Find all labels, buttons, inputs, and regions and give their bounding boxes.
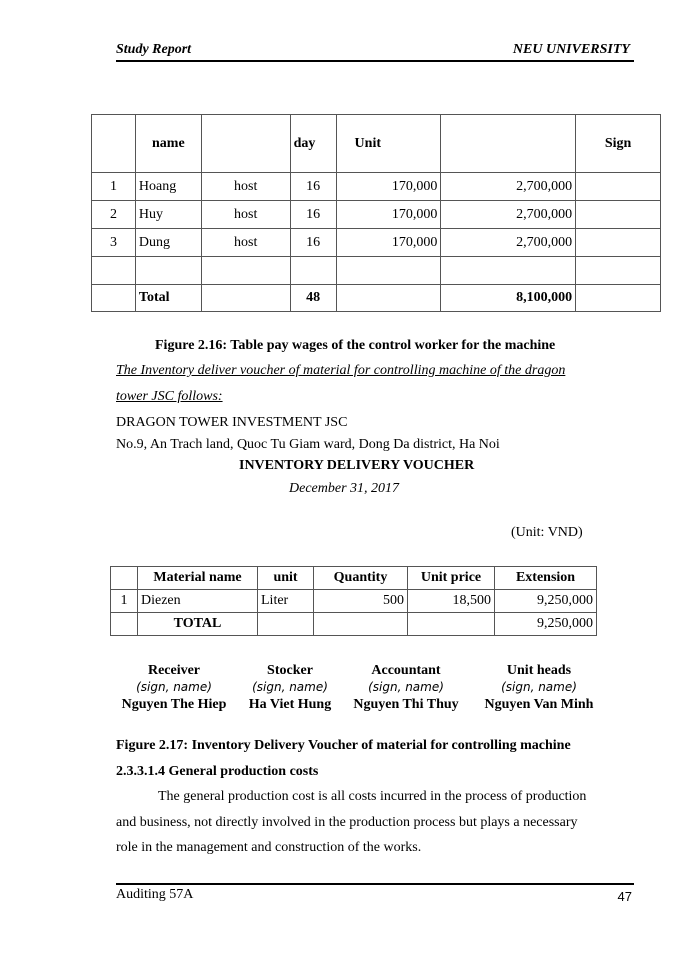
section-heading: 2.3.3.1.4 General production costs	[116, 764, 319, 779]
signature-accountant	[341, 662, 471, 713]
paragraph-line: role in the management and construction of the works.	[116, 840, 422, 855]
cell: Hoang	[135, 173, 201, 201]
cell: 170,000	[336, 201, 441, 229]
cell: 2,700,000	[441, 229, 576, 257]
unit-note: (Unit: VND)	[511, 525, 583, 540]
cell: host	[201, 201, 290, 229]
paragraph-line: and business, not directly involved in the production process but plays a necessary	[116, 815, 578, 830]
cell: 1	[111, 590, 138, 613]
table-row	[92, 201, 661, 229]
header-right: NEU UNIVERSITY	[512, 42, 630, 57]
cell: 3	[92, 229, 136, 257]
signature-note: (sign, name)	[252, 680, 328, 694]
paragraph-line: The general production cost is all costs incurred in the process of production	[158, 789, 587, 804]
col-header: day	[290, 115, 336, 173]
company-name: DRAGON TOWER INVESTMENT JSC	[116, 415, 348, 430]
signature-note: (sign, name)	[136, 680, 212, 694]
cell: 16	[290, 229, 336, 257]
page-number: 47	[617, 889, 632, 904]
cell: Dung	[135, 229, 201, 257]
cell: TOTAL	[138, 613, 258, 636]
signature-role: Unit heads	[506, 663, 572, 678]
signature-name: Ha Viet Hung	[248, 697, 332, 712]
col-header: Sign	[576, 115, 661, 173]
header-rule	[116, 60, 634, 62]
col-header: Quantity	[314, 567, 408, 590]
company-address: No.9, An Trach land, Quoc Tu Giam ward, Dong Da district, Ha Noi	[116, 437, 500, 452]
table-row	[111, 590, 597, 613]
signature-role: Stocker	[267, 663, 313, 678]
table-row	[92, 229, 661, 257]
signature-name: Nguyen Thi Thuy	[353, 697, 459, 712]
col-header: unit	[258, 567, 314, 590]
table-header-row	[92, 115, 661, 173]
signature-receiver	[109, 662, 239, 713]
cell: 16	[290, 201, 336, 229]
cell: 1	[92, 173, 136, 201]
figure-caption: Figure 2.16: Table pay wages of the control worker for the machine	[155, 338, 556, 353]
signature-role: Receiver	[147, 663, 201, 678]
col-header: Unit price	[408, 567, 495, 590]
cell: 500	[314, 590, 408, 613]
cell: 170,000	[336, 173, 441, 201]
signature-role: Accountant	[371, 663, 441, 678]
cell: host	[201, 229, 290, 257]
intro-text: tower JSC follows:	[116, 389, 223, 404]
col-header: Material name	[138, 567, 258, 590]
cell: 170,000	[336, 229, 441, 257]
signature-name: Nguyen The Hiep	[121, 697, 227, 712]
col-header: name	[135, 115, 201, 173]
footer-rule	[116, 883, 634, 885]
signature-stocker	[225, 662, 355, 713]
table-header-row	[111, 567, 597, 590]
cell: 9,250,000	[495, 613, 597, 636]
cell: host	[201, 173, 290, 201]
signature-note: (sign, name)	[501, 680, 577, 694]
table-total-row	[111, 613, 597, 636]
voucher-date: December 31, 2017	[289, 481, 400, 496]
table-row-empty	[92, 257, 661, 285]
cell: 9,250,000	[495, 590, 597, 613]
cell: 2	[92, 201, 136, 229]
cell: 2,700,000	[441, 201, 576, 229]
header-left: Study Report	[116, 42, 192, 57]
cell: Liter	[258, 590, 314, 613]
cell: Huy	[135, 201, 201, 229]
table-total-row	[92, 285, 661, 312]
col-header: Extension	[495, 567, 597, 590]
figure-caption: Figure 2.17: Inventory Delivery Voucher of material for controlling machine	[116, 738, 571, 753]
table-row	[92, 173, 661, 201]
cell: 8,100,000	[441, 285, 576, 312]
signature-unit-heads	[474, 662, 604, 713]
cell: 16	[290, 173, 336, 201]
cell: Diezen	[138, 590, 258, 613]
cell: 2,700,000	[441, 173, 576, 201]
voucher-title: INVENTORY DELIVERY VOUCHER	[239, 458, 475, 473]
signature-note: (sign, name)	[368, 680, 444, 694]
cell: 48	[290, 285, 336, 312]
footer-left: Auditing 57A	[116, 887, 194, 902]
cell: 18,500	[408, 590, 495, 613]
cell: Total	[135, 285, 201, 312]
wage-table	[91, 114, 661, 312]
intro-text: The Inventory deliver voucher of material for controlling machine of the dragon	[116, 363, 566, 378]
signature-name: Nguyen Van Minh	[484, 697, 594, 712]
material-table	[110, 566, 597, 636]
col-header: Unit	[336, 115, 441, 173]
